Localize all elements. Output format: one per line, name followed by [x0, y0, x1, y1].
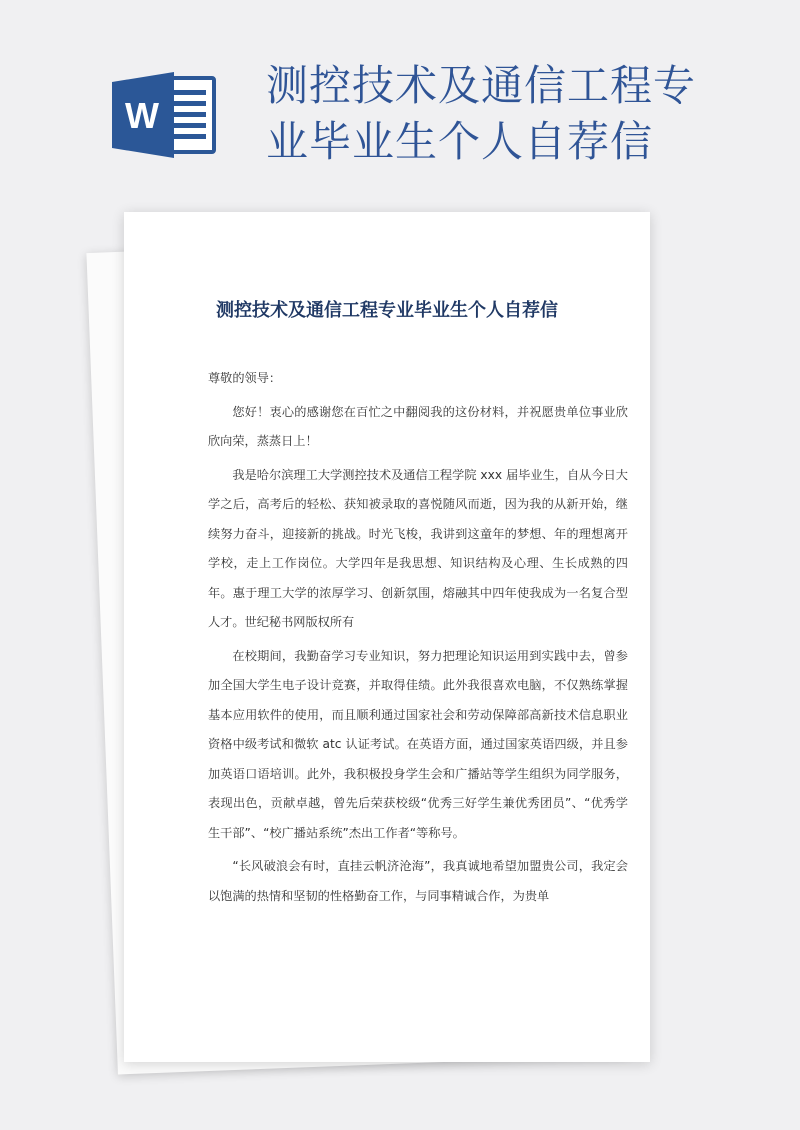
paragraph-closing: “长风破浪会有时，直挂云帆济沧海”，我真诚地希望加盟贵公司，我定会以饱满的热情和坚韧的性格勤奋工作，与同事精诚合作，为贵单	[208, 859, 628, 903]
salutation: 尊敬的领导：	[208, 371, 282, 385]
paragraph-greeting: 您好！衷心的感谢您在百忙之中翻阅我的这份材料，并祝愿贵单位事业欣欣向荣，蒸蒸日上！	[208, 404, 628, 448]
word-document-icon	[112, 72, 218, 158]
document-body	[208, 364, 628, 911]
paragraph-introduction: 我是哈尔滨理工大学测控技术及通信工程学院 xxx 届毕业生，自从今日大学之后，高考后的轻松、获知被录取的喜悦随风而逝，因为我的从新开始，继续努力奋斗，迎接新的挑战。时光飞梭，我讲到这童年的梦想、年的理想离开学校，走上工作岗位。大学四年是我思想、知识结构及心理、生长成熟的四年。惠于理工大学的浓厚学习、创新氛围，熔融其中四年使我成为一名复合型人才。世纪秘书网版权所有	[208, 467, 628, 629]
document-title: 测控技术及通信工程专业毕业生个人自荐信	[216, 300, 558, 321]
svg-text:W: W	[125, 95, 159, 136]
header-banner	[0, 0, 800, 200]
document-page	[124, 212, 650, 1062]
paragraph-school-experience: 在校期间，我勤奋学习专业知识，努力把理论知识运用到实践中去，曾参加全国大学生电子设计竞赛，并取得佳绩。此外我很喜欢电脑，不仅熟练掌握基本应用软件的使用，而且顺利通过国家社会和劳动保障部高新技术信息职业资格中级考试和微软 atc 认证考试。在英语方面，通过国家英语四级，并且参加英语口语培训。此外，我积极投身学生会和广播站等学生组织为同学服务，表现出色，贡献卓越，曾先后荣获校级“优秀三好学生兼优秀团员”、“优秀学生干部”、“校广播站系统”杰出工作者“等称号。	[208, 648, 628, 840]
page-title: 测控技术及通信工程专业毕业生个人自荐信	[266, 61, 697, 166]
